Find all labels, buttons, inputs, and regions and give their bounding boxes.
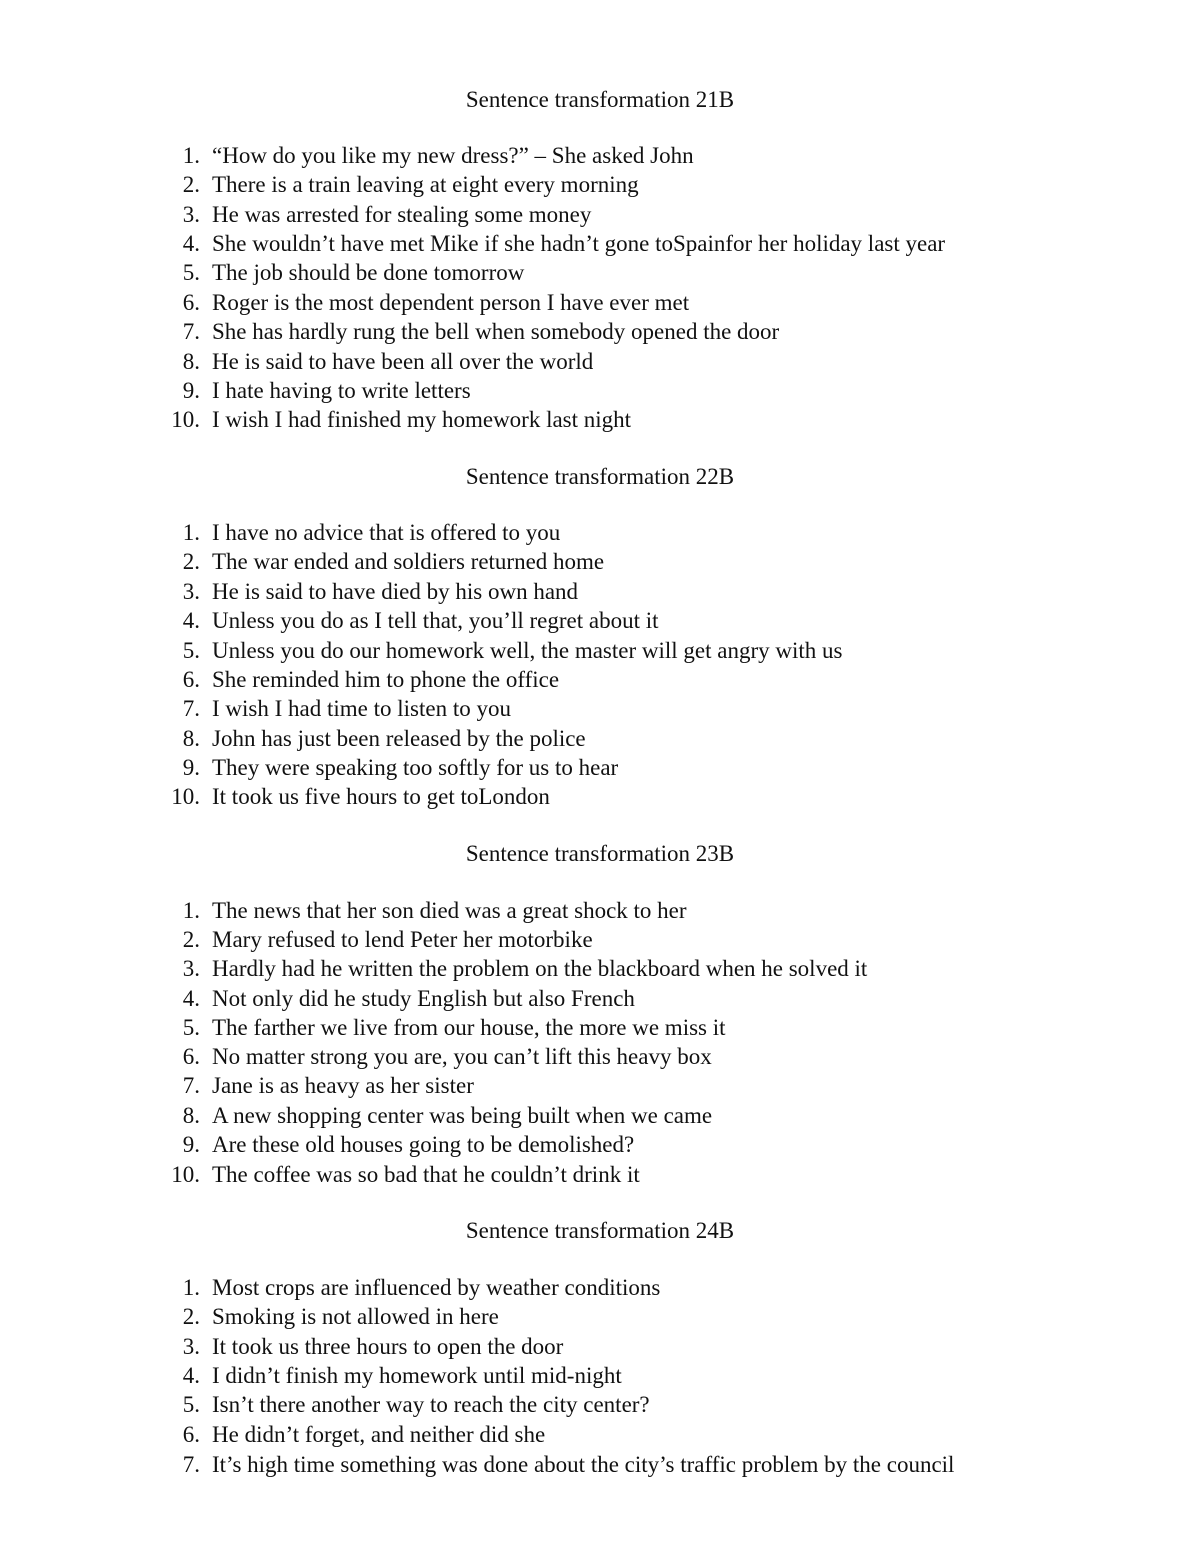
item-text: Unless you do our homework well, the master will get angry with us — [212, 638, 843, 663]
item-text: Isn’t there another way to reach the city center? — [212, 1392, 650, 1417]
list-item — [0, 954, 1200, 984]
item-text: She wouldn’t have met Mike if she hadn’t gone toSpainfor her holiday last year — [212, 231, 946, 256]
list-item — [0, 606, 1200, 636]
item-number: 2. — [182, 1304, 200, 1329]
item-number: 10. — [171, 407, 200, 432]
list-item — [0, 1130, 1200, 1160]
item-number: 1. — [182, 898, 200, 923]
list-item — [0, 1013, 1200, 1043]
section-title-22b: Sentence transformation 22B — [465, 464, 735, 489]
list-item — [0, 1071, 1200, 1101]
item-text: I hate having to write letters — [212, 378, 471, 403]
item-number: 8. — [182, 1103, 200, 1128]
item-text: I have no advice that is offered to you — [212, 520, 561, 545]
item-number: 3. — [182, 956, 200, 981]
list-item — [0, 636, 1200, 666]
item-text: It took us three hours to open the door — [212, 1334, 564, 1359]
item-number: 4. — [182, 608, 200, 633]
item-text: He was arrested for stealing some money — [212, 202, 592, 227]
item-number: 5. — [182, 638, 200, 663]
item-text: There is a train leaving at eight every morning — [212, 172, 639, 197]
item-number: 1. — [182, 143, 200, 168]
item-text: Mary refused to lend Peter her motorbike — [212, 927, 593, 952]
item-number: 7. — [182, 319, 200, 344]
item-number: 1. — [182, 1275, 200, 1300]
item-number: 6. — [182, 667, 200, 692]
item-number: 6. — [182, 290, 200, 315]
list-item — [0, 1273, 1200, 1303]
item-text: Unless you do as I tell that, you’ll regret about it — [212, 608, 659, 633]
list-item — [0, 1042, 1200, 1072]
list-item — [0, 1450, 1200, 1480]
list-item — [0, 1361, 1200, 1391]
item-number: 5. — [182, 260, 200, 285]
item-number: 4. — [182, 986, 200, 1011]
list-item — [0, 896, 1200, 926]
list-item — [0, 724, 1200, 754]
section-title-24b: Sentence transformation 24B — [465, 1218, 735, 1243]
list-item — [0, 984, 1200, 1014]
list-item — [0, 577, 1200, 607]
item-text: They were speaking too softly for us to hear — [212, 755, 619, 780]
item-number: 3. — [182, 1334, 200, 1359]
list-item — [0, 1420, 1200, 1450]
item-text: She has hardly rung the bell when somebody opened the door — [212, 319, 780, 344]
item-text: He is said to have died by his own hand — [212, 579, 579, 604]
item-number: 10. — [171, 784, 200, 809]
item-text: Are these old houses going to be demolished? — [212, 1132, 635, 1157]
item-number: 10. — [171, 1162, 200, 1187]
item-text: Smoking is not allowed in here — [212, 1304, 499, 1329]
item-number: 2. — [182, 927, 200, 952]
item-text: John has just been released by the police — [212, 726, 586, 751]
list-item — [0, 547, 1200, 577]
list-item — [0, 694, 1200, 724]
list-item — [0, 518, 1200, 548]
item-text: A new shopping center was being built when we came — [212, 1103, 713, 1128]
item-text: Most crops are influenced by weather conditions — [212, 1275, 661, 1300]
list-item — [0, 317, 1200, 347]
list-item — [0, 405, 1200, 435]
section-title-21b: Sentence transformation 21B — [465, 87, 735, 112]
item-number: 8. — [182, 349, 200, 374]
item-text: No matter strong you are, you can’t lift this heavy box — [212, 1044, 712, 1069]
item-text: “How do you like my new dress?” – She asked John — [212, 143, 694, 168]
item-text: It’s high time something was done about the city’s traffic problem by the council — [212, 1452, 955, 1477]
item-text: Hardly had he written the problem on the blackboard when he solved it — [212, 956, 868, 981]
item-text: She reminded him to phone the office — [212, 667, 560, 692]
list-item — [0, 782, 1200, 812]
item-text: The coffee was so bad that he couldn’t drink it — [212, 1162, 640, 1187]
item-text: Not only did he study English but also French — [212, 986, 635, 1011]
item-text: I wish I had finished my homework last night — [212, 407, 632, 432]
item-number: 2. — [182, 172, 200, 197]
item-number: 3. — [182, 579, 200, 604]
item-number: 2. — [182, 549, 200, 574]
item-text: The war ended and soldiers returned home — [212, 549, 605, 574]
item-text: I wish I had time to listen to you — [212, 696, 511, 721]
item-number: 4. — [182, 231, 200, 256]
item-number: 9. — [182, 378, 200, 403]
item-text: It took us five hours to get toLondon — [212, 784, 550, 809]
item-number: 9. — [182, 1132, 200, 1157]
item-number: 7. — [182, 1073, 200, 1098]
item-text: He is said to have been all over the world — [212, 349, 594, 374]
item-text: The news that her son died was a great shock to her — [212, 898, 687, 923]
list-item — [0, 376, 1200, 406]
item-number: 3. — [182, 202, 200, 227]
list-item — [0, 1101, 1200, 1131]
list-item — [0, 288, 1200, 318]
item-number: 4. — [182, 1363, 200, 1388]
list-item — [0, 141, 1200, 171]
list-item — [0, 1160, 1200, 1190]
item-text: Jane is as heavy as her sister — [212, 1073, 474, 1098]
item-number: 6. — [182, 1422, 200, 1447]
list-item — [0, 1302, 1200, 1332]
item-text: Roger is the most dependent person I have ever met — [212, 290, 690, 315]
item-number: 8. — [182, 726, 200, 751]
item-number: 9. — [182, 755, 200, 780]
list-item — [0, 347, 1200, 377]
item-text: I didn’t finish my homework until mid-night — [212, 1363, 622, 1388]
list-item — [0, 170, 1200, 200]
list-item — [0, 753, 1200, 783]
item-number: 5. — [182, 1015, 200, 1040]
section-title-23b: Sentence transformation 23B — [465, 841, 735, 866]
list-item — [0, 925, 1200, 955]
item-number: 7. — [182, 1452, 200, 1477]
item-text: The job should be done tomorrow — [212, 260, 525, 285]
item-text: The farther we live from our house, the more we miss it — [212, 1015, 726, 1040]
item-number: 1. — [182, 520, 200, 545]
list-item — [0, 229, 1200, 259]
list-item — [0, 665, 1200, 695]
item-text: He didn’t forget, and neither did she — [212, 1422, 546, 1447]
list-item — [0, 1332, 1200, 1362]
list-item — [0, 258, 1200, 288]
item-number: 7. — [182, 696, 200, 721]
item-number: 6. — [182, 1044, 200, 1069]
list-item — [0, 200, 1200, 230]
item-number: 5. — [182, 1392, 200, 1417]
list-item — [0, 1390, 1200, 1420]
